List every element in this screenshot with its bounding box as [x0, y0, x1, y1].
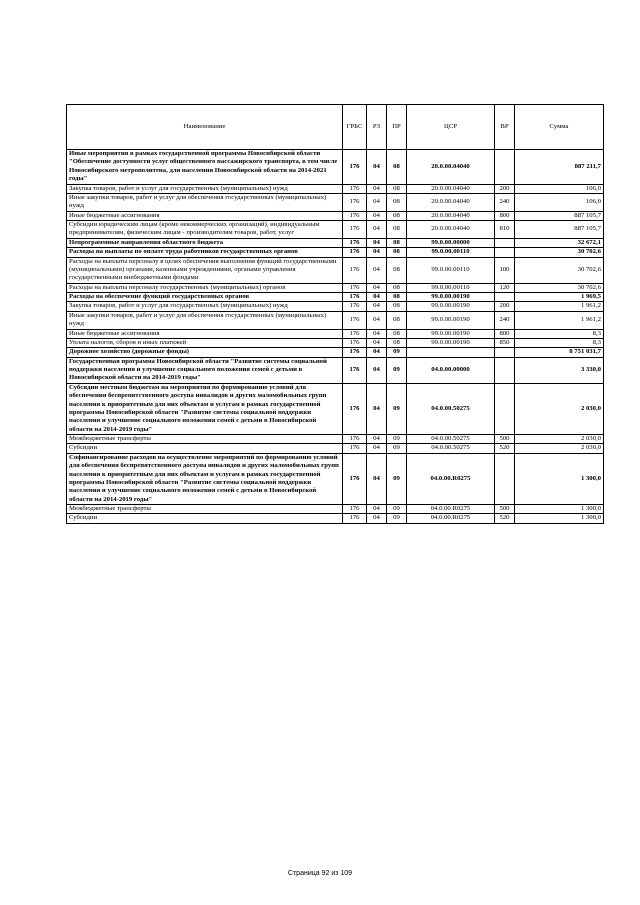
cell-vr: 200 [495, 184, 515, 193]
cell-pr: 09 [387, 348, 407, 357]
cell-sum: 1 969,5 [515, 293, 604, 302]
cell-pr: 08 [387, 338, 407, 347]
table-header-row [67, 105, 604, 150]
cell-grbs: 176 [343, 311, 367, 329]
cell-pr: 09 [387, 444, 407, 453]
cell-sum: 2 030,0 [515, 383, 604, 434]
cell-pr: 08 [387, 248, 407, 257]
cell-sum: 1 300,0 [515, 505, 604, 514]
cell-grbs: 176 [343, 453, 367, 504]
cell-pr: 08 [387, 302, 407, 311]
cell-vr: 100 [495, 257, 515, 283]
table-row [67, 257, 604, 283]
cell-rz: 04 [367, 357, 387, 383]
cell-grbs: 176 [343, 221, 367, 239]
cell-csr: 20.0.00.04040 [407, 221, 495, 239]
cell-name: Иные бюджетные ассигнования [67, 329, 343, 338]
cell-grbs: 176 [343, 444, 367, 453]
cell-vr: 520 [495, 514, 515, 523]
cell-pr: 09 [387, 383, 407, 434]
table-row [67, 505, 604, 514]
cell-grbs: 176 [343, 293, 367, 302]
cell-name: Государственная программа Новосибирской области "Развитие системы социальной поддержки населения и улучшение социального положения семей с детьми в Новосибирской области на 2014-2019 годы" [67, 357, 343, 383]
table-row [67, 283, 604, 292]
cell-vr [495, 238, 515, 247]
cell-csr [407, 348, 495, 357]
header-vr: ВР [495, 105, 515, 150]
table-row [67, 338, 604, 347]
cell-vr: 500 [495, 435, 515, 444]
cell-csr: 20.0.00.04040 [407, 193, 495, 211]
cell-name: Закупка товаров, работ и услуг для государственных (муниципальных) нужд [67, 184, 343, 193]
cell-vr [495, 383, 515, 434]
cell-csr: 99.0.00.00110 [407, 248, 495, 257]
cell-grbs: 176 [343, 184, 367, 193]
header-rz: РЗ [367, 105, 387, 150]
cell-name: Субсидии юридическим лицам (кроме некоммерческих организаций), индивидуальным предпринимателям, физическим лицам - производителям товаров, работ, услуг [67, 221, 343, 239]
cell-sum: 30 702,6 [515, 248, 604, 257]
table-row [67, 383, 604, 434]
cell-rz: 04 [367, 150, 387, 185]
cell-grbs: 176 [343, 435, 367, 444]
table-row [67, 302, 604, 311]
cell-grbs: 176 [343, 357, 367, 383]
table-row [67, 435, 604, 444]
cell-pr: 08 [387, 184, 407, 193]
cell-grbs: 176 [343, 383, 367, 434]
cell-rz: 04 [367, 311, 387, 329]
page-number: Страница 92 из 109 [287, 870, 353, 877]
cell-vr: 240 [495, 311, 515, 329]
cell-csr: 04.0.00.50275 [407, 383, 495, 434]
table-row [67, 293, 604, 302]
cell-sum: 3 330,0 [515, 357, 604, 383]
header-sum: Сумма [515, 105, 604, 150]
cell-pr: 08 [387, 193, 407, 211]
cell-pr: 09 [387, 435, 407, 444]
cell-rz: 04 [367, 221, 387, 239]
cell-sum: 8 751 031,7 [515, 348, 604, 357]
cell-rz: 04 [367, 238, 387, 247]
cell-rz: 04 [367, 348, 387, 357]
cell-rz: 04 [367, 293, 387, 302]
cell-name: Дорожное хозяйство (дорожные фонды) [67, 348, 343, 357]
header-pr: ПР [387, 105, 407, 150]
cell-grbs: 176 [343, 193, 367, 211]
cell-grbs: 176 [343, 338, 367, 347]
table-row [67, 184, 604, 193]
cell-rz: 04 [367, 453, 387, 504]
cell-sum: 1 300,0 [515, 453, 604, 504]
table-row [67, 311, 604, 329]
cell-grbs: 176 [343, 348, 367, 357]
cell-grbs: 176 [343, 150, 367, 185]
cell-name: Софинансирование расходов на осуществление мероприятий по формированию условий для обеспечения беспрепятственного доступа инвалидов и других маломобильных групп населения к приоритетным для них объектам и услугам в рамках государственной программы Новосибирской области "Развитие системы социальной поддержки населения и улучшение социального положения семей с детьми в Новосибирской области на 2014-2019 годы" [67, 453, 343, 504]
cell-grbs: 176 [343, 302, 367, 311]
cell-pr: 08 [387, 238, 407, 247]
table-row [67, 248, 604, 257]
cell-pr: 09 [387, 453, 407, 504]
cell-rz: 04 [367, 444, 387, 453]
cell-vr [495, 348, 515, 357]
cell-vr: 850 [495, 338, 515, 347]
cell-sum: 8,3 [515, 329, 604, 338]
cell-csr: 99.0.00.00110 [407, 257, 495, 283]
table-row [67, 193, 604, 211]
cell-name: Иные мероприятия в рамках государственной программы Новосибирской области "Обеспечение доступности услуг общественного пассажирского транспорта, в том числе Новосибирского метрополитена, для населения Новосибирской области на 2014-2021 годы" [67, 150, 343, 185]
cell-rz: 04 [367, 248, 387, 257]
cell-name: Иные бюджетные ассигнования [67, 211, 343, 220]
cell-grbs: 176 [343, 238, 367, 247]
table-row [67, 238, 604, 247]
cell-sum: 106,0 [515, 193, 604, 211]
cell-vr [495, 453, 515, 504]
cell-name: Субсидии местным бюджетам на мероприятия по формированию условий для обеспечения беспрепятственного доступа инвалидов и других маломобильных групп населения к приоритетным для них объектам и услугам в рамках государственной программы Новосибирской области "Развитие системы социальной поддержки населения и улучшение социального положения семей с детьми в Новосибирской области на 2014-2019 годы" [67, 383, 343, 434]
cell-grbs: 176 [343, 505, 367, 514]
cell-name: Межбюджетные трансферты [67, 505, 343, 514]
cell-csr: 04.0.00.R0275 [407, 505, 495, 514]
cell-grbs: 176 [343, 211, 367, 220]
cell-csr: 99.0.00.00190 [407, 302, 495, 311]
header-name: Наименование [67, 105, 343, 150]
cell-name: Закупка товаров, работ и услуг для государственных (муниципальных) нужд [67, 302, 343, 311]
cell-vr [495, 357, 515, 383]
cell-csr: 99.0.00.00190 [407, 293, 495, 302]
cell-sum: 1 961,2 [515, 311, 604, 329]
cell-sum: 887 211,7 [515, 150, 604, 185]
cell-pr: 08 [387, 150, 407, 185]
cell-pr: 08 [387, 329, 407, 338]
table-row [67, 221, 604, 239]
cell-vr: 800 [495, 211, 515, 220]
cell-name: Субсидии [67, 514, 343, 523]
cell-name: Непрограммные направления областного бюджета [67, 238, 343, 247]
table-row [67, 357, 604, 383]
header-grbs: ГРБС [343, 105, 367, 150]
cell-csr: 99.0.00.00190 [407, 311, 495, 329]
table-row [67, 150, 604, 185]
cell-vr: 200 [495, 302, 515, 311]
table-row [67, 514, 604, 523]
cell-rz: 04 [367, 383, 387, 434]
cell-name: Расходы на обеспечение функций государственных органов [67, 293, 343, 302]
cell-sum: 2 030,0 [515, 444, 604, 453]
cell-sum: 30 702,6 [515, 283, 604, 292]
table-row [67, 211, 604, 220]
cell-sum: 32 672,1 [515, 238, 604, 247]
cell-grbs: 176 [343, 514, 367, 523]
cell-pr: 09 [387, 505, 407, 514]
cell-grbs: 176 [343, 248, 367, 257]
cell-grbs: 176 [343, 283, 367, 292]
cell-pr: 08 [387, 221, 407, 239]
cell-pr: 09 [387, 514, 407, 523]
cell-sum: 887 105,7 [515, 211, 604, 220]
cell-name: Уплата налогов, сборов и иных платежей [67, 338, 343, 347]
cell-vr: 240 [495, 193, 515, 211]
cell-rz: 04 [367, 283, 387, 292]
cell-vr: 520 [495, 444, 515, 453]
cell-vr: 810 [495, 221, 515, 239]
cell-csr: 04.0.00.50275 [407, 444, 495, 453]
cell-rz: 04 [367, 302, 387, 311]
cell-csr: 20.0.00.04040 [407, 184, 495, 193]
cell-name: Межбюджетные трансферты [67, 435, 343, 444]
cell-name: Расходы на выплаты по оплате труда работников государственных органов [67, 248, 343, 257]
cell-rz: 04 [367, 193, 387, 211]
cell-vr [495, 248, 515, 257]
cell-rz: 04 [367, 505, 387, 514]
cell-pr: 08 [387, 211, 407, 220]
cell-csr: 04.0.00.50275 [407, 435, 495, 444]
cell-rz: 04 [367, 211, 387, 220]
cell-pr: 08 [387, 257, 407, 283]
cell-sum: 2 030,0 [515, 435, 604, 444]
cell-csr: 99.0.00.00190 [407, 329, 495, 338]
cell-csr: 99.0.00.00000 [407, 238, 495, 247]
cell-name: Иные закупки товаров, работ и услуг для обеспечения государственных (муниципальных) нужд [67, 193, 343, 211]
cell-grbs: 176 [343, 257, 367, 283]
cell-rz: 04 [367, 338, 387, 347]
cell-csr: 20.0.00.04040 [407, 150, 495, 185]
cell-vr [495, 150, 515, 185]
cell-rz: 04 [367, 257, 387, 283]
cell-name: Расходы на выплаты персоналу в целях обеспечения выполнения функций государственными (муниципальными) органами, казенными учреждениями, органами управления государственными внебюджетными фондами [67, 257, 343, 283]
cell-csr: 04.0.00.00000 [407, 357, 495, 383]
cell-sum: 887 105,7 [515, 221, 604, 239]
cell-name: Субсидии [67, 444, 343, 453]
table-row [67, 329, 604, 338]
table-row [67, 444, 604, 453]
budget-table [66, 104, 604, 524]
table-body [67, 150, 604, 524]
cell-rz: 04 [367, 435, 387, 444]
cell-sum: 8,3 [515, 338, 604, 347]
cell-csr: 04.0.00.R0275 [407, 514, 495, 523]
cell-rz: 04 [367, 184, 387, 193]
cell-vr: 120 [495, 283, 515, 292]
cell-vr: 800 [495, 329, 515, 338]
cell-pr: 08 [387, 293, 407, 302]
cell-name: Расходы на выплаты персоналу государственных (муниципальных) органов [67, 283, 343, 292]
cell-vr [495, 293, 515, 302]
cell-sum: 1 300,0 [515, 514, 604, 523]
cell-csr: 99.0.00.00110 [407, 283, 495, 292]
cell-sum: 106,0 [515, 184, 604, 193]
cell-csr: 20.0.00.04040 [407, 211, 495, 220]
cell-rz: 04 [367, 329, 387, 338]
cell-pr: 09 [387, 357, 407, 383]
cell-pr: 08 [387, 283, 407, 292]
cell-csr: 04.0.00.R0275 [407, 453, 495, 504]
table-row [67, 348, 604, 357]
cell-sum: 1 961,2 [515, 302, 604, 311]
cell-sum: 30 702,6 [515, 257, 604, 283]
cell-grbs: 176 [343, 329, 367, 338]
cell-pr: 08 [387, 311, 407, 329]
header-csr: ЦСР [407, 105, 495, 150]
cell-rz: 04 [367, 514, 387, 523]
cell-name: Иные закупки товаров, работ и услуг для обеспечения государственных (муниципальных) нужд [67, 311, 343, 329]
cell-vr: 500 [495, 505, 515, 514]
cell-csr: 99.0.00.00190 [407, 338, 495, 347]
table-row [67, 453, 604, 504]
